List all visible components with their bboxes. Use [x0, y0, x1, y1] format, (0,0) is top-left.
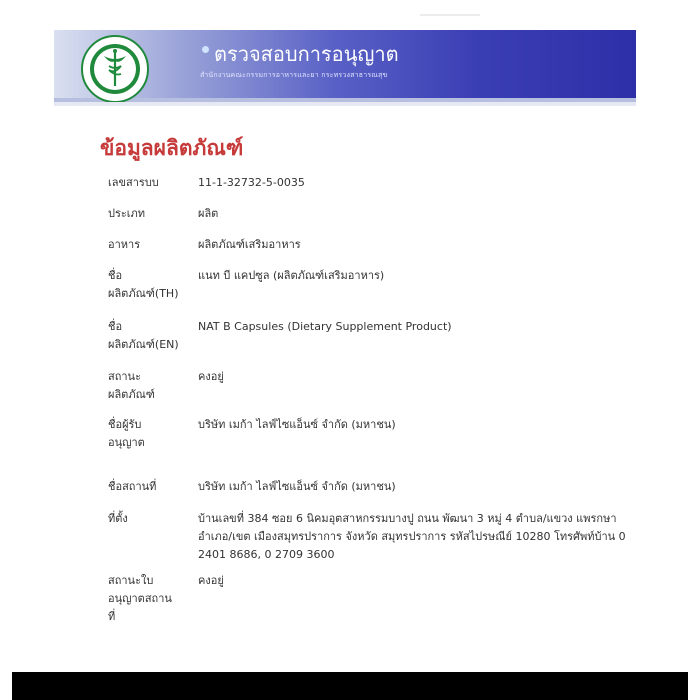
page-title: ตรวจสอบการอนุญาต — [214, 42, 399, 66]
field-value: บริษัท เมก้า ไลฟ์ไซแอ็นซ์ จำกัด (มหาชน) — [198, 480, 396, 493]
field-label: ชื่อ ผลิตภัณฑ์(EN) — [108, 320, 179, 351]
section-heading: ข้อมูลผลิตภัณฑ์ — [100, 136, 244, 160]
field-label: ประเภท — [108, 207, 146, 220]
moph-logo-icon — [80, 34, 150, 104]
field-value: คงอยู่ — [198, 574, 224, 587]
field-value: คงอยู่ — [198, 370, 224, 383]
field-value: 11-1-32732-5-0035 — [198, 176, 305, 189]
field-label: ชื่อสถานที่ — [108, 480, 157, 493]
header-banner — [54, 30, 636, 102]
page-subtitle: สำนักงานคณะกรรมการอาหารและยา กระทรวงสาธารณสุข — [200, 71, 388, 79]
field-value: บ้านเลขที่ 384 ซอย 6 นิคมอุตสาหกรรมบางปู ถนน พัฒนา 3 หมู่ 4 ตำบล/แขวง แพรกษา อำเภอ/เขต เมืองสมุทรปราการ จังหวัด สมุทรปราการ รหัสไปรษณีย์ 10280 โทรศัพท์บ้าน 0 2401 8686, 0 2709 3600 — [198, 512, 626, 561]
field-value: ผลิต — [198, 207, 219, 220]
field-label: ที่ตั้ง — [108, 512, 128, 525]
title-bullet-icon — [202, 46, 209, 53]
field-label: สถานะใบ อนุญาตสถาน ที่ — [108, 574, 172, 623]
field-value: ผลิตภัณฑ์เสริมอาหาร — [198, 238, 301, 251]
field-label: เลขสารบบ — [108, 176, 159, 189]
bottom-bar — [12, 672, 688, 700]
field-label: ชื่อผู้รับ อนุญาต — [108, 418, 145, 449]
field-label: อาหาร — [108, 238, 141, 251]
field-label: ชื่อ ผลิตภัณฑ์(TH) — [108, 269, 179, 300]
field-value: บริษัท เมก้า ไลฟ์ไซแอ็นซ์ จำกัด (มหาชน) — [198, 418, 396, 431]
field-label: สถานะ ผลิตภัณฑ์ — [108, 370, 155, 401]
field-value: แนท บี แคปซูล (ผลิตภัณฑ์เสริมอาหาร) — [198, 269, 385, 282]
field-value: NAT B Capsules (Dietary Supplement Product) — [198, 320, 452, 333]
top-divider — [420, 14, 480, 16]
